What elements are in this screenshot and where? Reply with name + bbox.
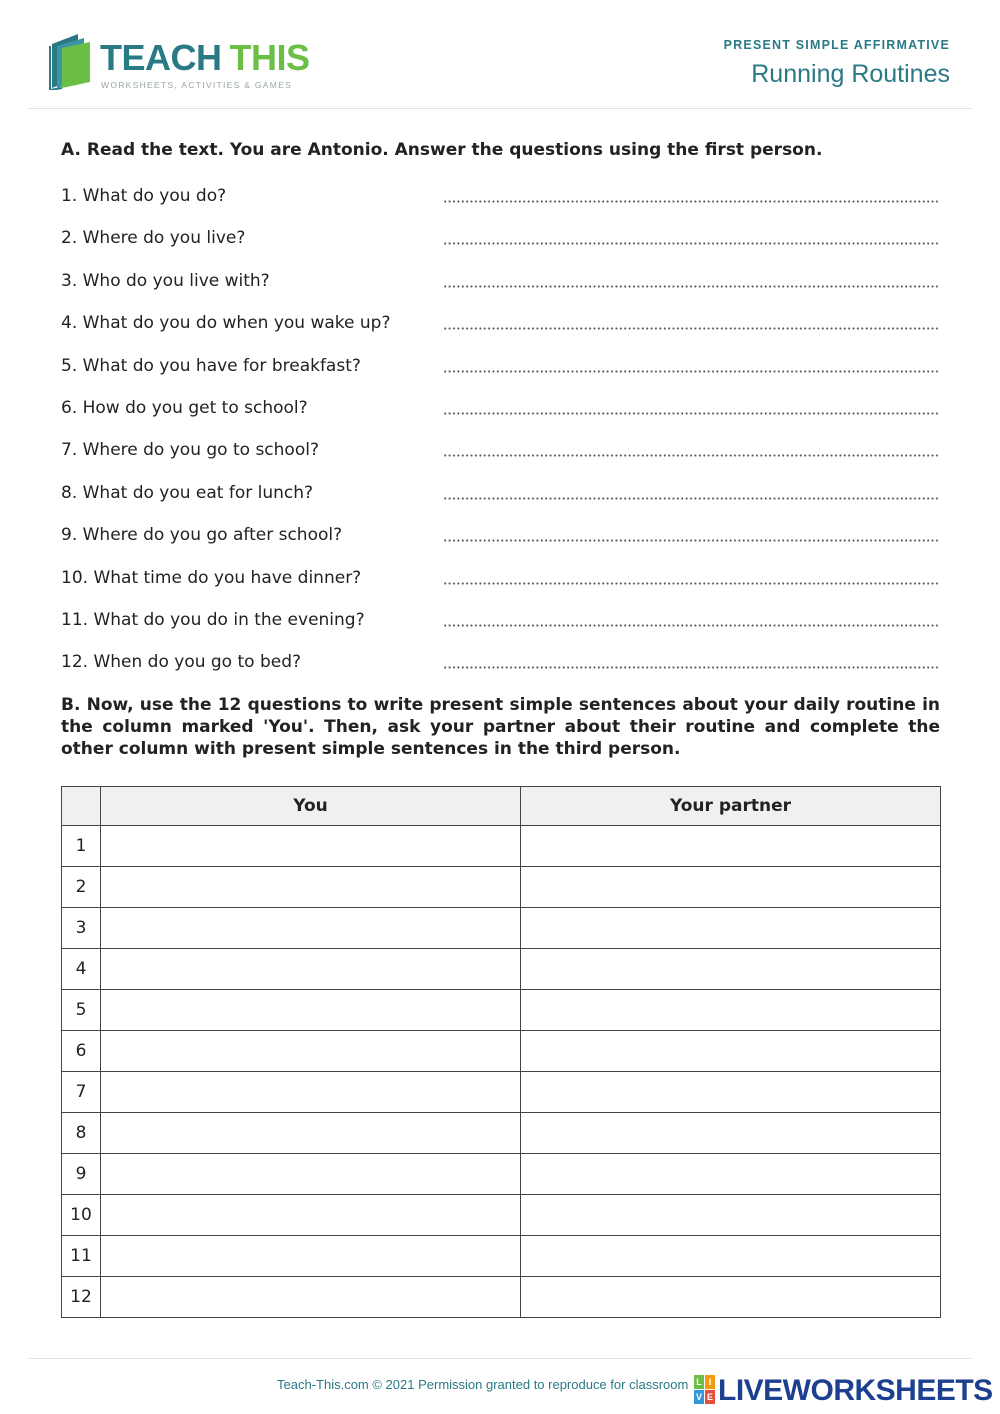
answer-line[interactable] xyxy=(443,624,940,627)
you-answer-cell[interactable] xyxy=(101,1154,521,1195)
partner-answer-cell[interactable] xyxy=(521,990,941,1031)
row-number: 3 xyxy=(62,908,101,949)
you-answer-cell[interactable] xyxy=(101,1031,521,1072)
logo-word-teach: TEACH xyxy=(100,37,222,78)
row-number: 6 xyxy=(62,1031,101,1072)
table-row xyxy=(62,1236,941,1277)
row-number: 7 xyxy=(62,1072,101,1113)
question-row xyxy=(61,523,940,565)
answer-line[interactable] xyxy=(443,285,940,288)
partner-answer-cell[interactable] xyxy=(521,1072,941,1113)
question-text: 4. What do you do when you wake up? xyxy=(61,313,391,334)
teach-this-logo xyxy=(48,34,308,94)
you-answer-cell[interactable] xyxy=(101,1113,521,1154)
partner-answer-cell[interactable] xyxy=(521,1113,941,1154)
table-row xyxy=(62,990,941,1031)
partner-answer-cell[interactable] xyxy=(521,1236,941,1277)
question-text: 10. What time do you have dinner? xyxy=(61,567,362,588)
table-row xyxy=(62,1154,941,1195)
answer-line[interactable] xyxy=(443,539,940,542)
partner-answer-cell[interactable] xyxy=(521,1031,941,1072)
you-answer-cell[interactable] xyxy=(101,908,521,949)
row-number: 11 xyxy=(62,1236,101,1277)
question-text: 3. Who do you live with? xyxy=(61,270,270,291)
answer-line[interactable] xyxy=(443,582,940,585)
question-row xyxy=(61,269,940,311)
table-row xyxy=(62,867,941,908)
row-number: 9 xyxy=(62,1154,101,1195)
badge-letter: I xyxy=(705,1375,715,1389)
question-row xyxy=(61,608,940,650)
row-number: 2 xyxy=(62,867,101,908)
row-number: 5 xyxy=(62,990,101,1031)
page-title: Running Routines xyxy=(751,60,950,88)
section-b-instruction: B. Now, use the 12 questions to write present simple sentences about your daily routine in the column marked 'You'. Then, ask your partner about their routine and complete the other column with present simple sentences in the third person. xyxy=(61,695,940,759)
table-header-row xyxy=(62,787,941,826)
table-row xyxy=(62,1072,941,1113)
table-row xyxy=(62,826,941,867)
question-text: 12. When do you go to bed? xyxy=(61,652,302,673)
book-icon xyxy=(48,34,98,90)
question-text: 2. Where do you live? xyxy=(61,228,246,249)
liveworksheets-wordmark: LIVEWORKSHEETS xyxy=(718,1374,993,1407)
you-answer-cell[interactable] xyxy=(101,1195,521,1236)
answer-line[interactable] xyxy=(443,412,940,415)
answer-line[interactable] xyxy=(443,666,940,669)
question-text: 6. How do you get to school? xyxy=(61,397,308,418)
answer-line[interactable] xyxy=(443,242,940,245)
table-row xyxy=(62,949,941,990)
question-text: 7. Where do you go to school? xyxy=(61,440,319,461)
answer-line[interactable] xyxy=(443,497,940,500)
question-row xyxy=(61,481,940,523)
question-row xyxy=(61,438,940,480)
liveworksheets-blocks-icon xyxy=(694,1375,716,1405)
question-text: 5. What do you have for breakfast? xyxy=(61,355,361,376)
row-number: 12 xyxy=(62,1277,101,1318)
partner-answer-cell[interactable] xyxy=(521,949,941,990)
table-row xyxy=(62,1277,941,1318)
badge-letter: V xyxy=(695,1392,702,1402)
answer-line[interactable] xyxy=(443,370,940,373)
you-answer-cell[interactable] xyxy=(101,1072,521,1113)
row-number: 4 xyxy=(62,949,101,990)
badge-letter: L xyxy=(694,1375,704,1389)
question-text: 11. What do you do in the evening? xyxy=(61,609,365,630)
question-row xyxy=(61,650,940,692)
table-row xyxy=(62,1113,941,1154)
you-answer-cell[interactable] xyxy=(101,990,521,1031)
partner-answer-cell[interactable] xyxy=(521,1154,941,1195)
routine-table xyxy=(61,786,941,1318)
partner-answer-cell[interactable] xyxy=(521,826,941,867)
section-a-instruction: A. Read the text. You are Antonio. Answer the questions using the first person. xyxy=(61,140,823,160)
footer-divider xyxy=(28,1358,972,1359)
partner-answer-cell[interactable] xyxy=(521,1277,941,1318)
answer-line[interactable] xyxy=(443,327,940,330)
liveworksheets-badge[interactable] xyxy=(694,1373,1000,1409)
partner-answer-cell[interactable] xyxy=(521,867,941,908)
question-list xyxy=(61,184,940,693)
page-header xyxy=(28,0,972,109)
answer-line[interactable] xyxy=(443,454,940,457)
row-number: 1 xyxy=(62,826,101,867)
partner-answer-cell[interactable] xyxy=(521,908,941,949)
you-answer-cell[interactable] xyxy=(101,949,521,990)
topic-label: PRESENT SIMPLE AFFIRMATIVE xyxy=(723,38,950,52)
table-row xyxy=(62,1195,941,1236)
question-row xyxy=(61,184,940,226)
question-row xyxy=(61,396,940,438)
copyright-notice: Teach-This.com © 2021 Permission granted to reproduce for classroom xyxy=(277,1377,689,1392)
question-row xyxy=(61,311,940,353)
question-row xyxy=(61,566,940,608)
question-row xyxy=(61,226,940,268)
you-answer-cell[interactable] xyxy=(101,1236,521,1277)
you-answer-cell[interactable] xyxy=(101,826,521,867)
row-number: 8 xyxy=(62,1113,101,1154)
badge-letter: E xyxy=(706,1392,713,1402)
logo-tagline: WORKSHEETS, ACTIVITIES & GAMES xyxy=(101,80,293,90)
logo-wordmark xyxy=(100,38,310,78)
you-answer-cell[interactable] xyxy=(101,1277,521,1318)
partner-column-header: Your partner xyxy=(521,787,941,826)
row-number: 10 xyxy=(62,1195,101,1236)
question-text: 1. What do you do? xyxy=(61,186,227,206)
table-row xyxy=(62,1031,941,1072)
question-text: 9. Where do you go after school? xyxy=(61,525,343,546)
table-row xyxy=(62,908,941,949)
you-answer-cell[interactable] xyxy=(101,867,521,908)
partner-answer-cell[interactable] xyxy=(521,1195,941,1236)
question-text: 8. What do you eat for lunch? xyxy=(61,482,314,503)
logo-word-this: THIS xyxy=(229,37,310,78)
you-column-header: You xyxy=(101,787,521,826)
number-column-header xyxy=(62,787,101,826)
answer-line[interactable] xyxy=(443,200,940,203)
question-row xyxy=(61,354,940,396)
